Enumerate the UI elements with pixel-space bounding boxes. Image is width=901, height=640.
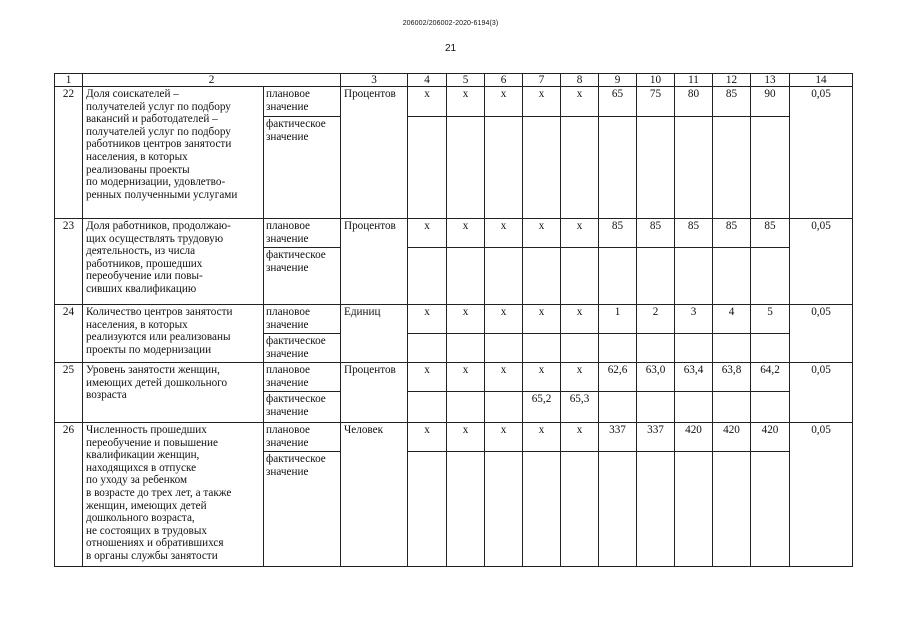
fact-value xyxy=(599,334,637,363)
indicators-table xyxy=(54,73,853,567)
fact-value xyxy=(751,392,790,423)
table-row xyxy=(55,305,853,334)
plan-label: плановое значение xyxy=(264,87,341,117)
plan-value: 75 xyxy=(637,87,675,117)
fact-value xyxy=(408,452,447,567)
table-row xyxy=(55,219,853,248)
plan-value: 65 xyxy=(599,87,637,117)
fact-value xyxy=(675,392,713,423)
weight: 0,05 xyxy=(790,423,853,567)
fact-value xyxy=(561,248,599,305)
plan-value: x xyxy=(561,363,599,392)
plan-value: 337 xyxy=(637,423,675,452)
fact-value xyxy=(599,452,637,567)
unit: Процентов xyxy=(341,219,408,305)
plan-value: 1 xyxy=(599,305,637,334)
plan-value: 337 xyxy=(599,423,637,452)
fact-value xyxy=(485,334,523,363)
plan-value: x xyxy=(561,87,599,117)
weight: 0,05 xyxy=(790,87,853,219)
fact-label: фактическое значение xyxy=(264,117,341,219)
fact-value xyxy=(523,248,561,305)
fact-value xyxy=(523,117,561,219)
plan-value: x xyxy=(523,305,561,334)
plan-value: 63,0 xyxy=(637,363,675,392)
fact-value xyxy=(637,248,675,305)
fact-value xyxy=(675,248,713,305)
plan-value: x xyxy=(485,305,523,334)
plan-label: плановое значение xyxy=(264,363,341,392)
indicator-name: Численность прошедших переобучение и повышение квалификации женщин, находящихся в отпуске по уходу за ребенком в возрасте до трех лет, а также женщин, имеющих детей дошкольного возраста, не состоящих в трудовых отношениях и обратившихся в органы службы занятости xyxy=(83,423,264,567)
row-number: 26 xyxy=(55,423,83,567)
plan-value: x xyxy=(447,87,485,117)
plan-value: x xyxy=(561,219,599,248)
fact-label: фактическое значение xyxy=(264,334,341,363)
fact-value xyxy=(599,117,637,219)
row-number: 24 xyxy=(55,305,83,363)
indicator-name: Доля работников, продолжаю- щих осуществлять трудовую деятельность, из числа работников, прошедших переобучение или повы- сивших квалификацию xyxy=(83,219,264,305)
plan-value: x xyxy=(523,423,561,452)
plan-value: 85 xyxy=(637,219,675,248)
plan-value: 5 xyxy=(751,305,790,334)
plan-value: x xyxy=(447,423,485,452)
plan-value: x xyxy=(485,363,523,392)
plan-value: 85 xyxy=(751,219,790,248)
plan-value: 62,6 xyxy=(599,363,637,392)
plan-value: 85 xyxy=(713,219,751,248)
column-header: 6 xyxy=(485,74,523,87)
plan-value: x xyxy=(523,219,561,248)
column-header: 5 xyxy=(447,74,485,87)
fact-value xyxy=(408,334,447,363)
plan-label: плановое значение xyxy=(264,423,341,452)
row-number: 23 xyxy=(55,219,83,305)
fact-value xyxy=(485,248,523,305)
fact-value xyxy=(599,248,637,305)
fact-value xyxy=(713,334,751,363)
fact-value xyxy=(561,334,599,363)
plan-value: x xyxy=(561,423,599,452)
fact-label: фактическое значение xyxy=(264,452,341,567)
plan-value: 63,8 xyxy=(713,363,751,392)
page-number: 21 xyxy=(444,43,457,54)
fact-value xyxy=(713,392,751,423)
indicator-name: Доля соискателей – получателей услуг по подбору вакансий и работодателей – получателей услуг по подбору работников центров занятости населения, в которых реализованы проекты по модернизации, удовлетво- ренных полученными услугами xyxy=(83,87,264,219)
fact-value xyxy=(751,334,790,363)
column-header: 14 xyxy=(790,74,853,87)
column-header: 4 xyxy=(408,74,447,87)
plan-value: 420 xyxy=(675,423,713,452)
plan-value: x xyxy=(485,219,523,248)
fact-value xyxy=(675,117,713,219)
fact-value xyxy=(751,452,790,567)
fact-value xyxy=(713,248,751,305)
fact-value xyxy=(637,117,675,219)
unit: Процентов xyxy=(341,363,408,423)
fact-value xyxy=(675,334,713,363)
fact-label: фактическое значение xyxy=(264,248,341,305)
column-header: 1 xyxy=(55,74,83,87)
fact-value xyxy=(447,452,485,567)
fact-value xyxy=(751,117,790,219)
plan-value: x xyxy=(408,423,447,452)
plan-value: 2 xyxy=(637,305,675,334)
plan-label: плановое значение xyxy=(264,219,341,248)
plan-value: x xyxy=(523,363,561,392)
table-row xyxy=(55,363,853,392)
plan-value: 420 xyxy=(751,423,790,452)
fact-label: фактическое значение xyxy=(264,392,341,423)
fact-value xyxy=(561,452,599,567)
fact-value xyxy=(447,334,485,363)
plan-value: x xyxy=(561,305,599,334)
column-header: 7 xyxy=(523,74,561,87)
plan-value: x xyxy=(447,305,485,334)
column-header: 11 xyxy=(675,74,713,87)
fact-value xyxy=(637,334,675,363)
row-number: 25 xyxy=(55,363,83,423)
column-header: 8 xyxy=(561,74,599,87)
plan-value: 85 xyxy=(675,219,713,248)
fact-value xyxy=(751,248,790,305)
plan-value: 420 xyxy=(713,423,751,452)
fact-value xyxy=(408,248,447,305)
column-header: 13 xyxy=(751,74,790,87)
fact-value xyxy=(523,334,561,363)
plan-value: x xyxy=(447,363,485,392)
unit: Человек xyxy=(341,423,408,567)
weight: 0,05 xyxy=(790,219,853,305)
fact-value xyxy=(408,392,447,423)
fact-value xyxy=(523,452,561,567)
fact-value xyxy=(447,248,485,305)
fact-value xyxy=(447,392,485,423)
plan-value: 90 xyxy=(751,87,790,117)
fact-value xyxy=(675,452,713,567)
fact-value: 65,2 xyxy=(523,392,561,423)
plan-value: 80 xyxy=(675,87,713,117)
column-header: 12 xyxy=(713,74,751,87)
fact-value xyxy=(485,117,523,219)
plan-value: 63,4 xyxy=(675,363,713,392)
fact-value xyxy=(561,117,599,219)
fact-value xyxy=(713,452,751,567)
weight: 0,05 xyxy=(790,363,853,423)
column-header: 10 xyxy=(637,74,675,87)
plan-value: 4 xyxy=(713,305,751,334)
indicator-name: Уровень занятости женщин, имеющих детей дошкольного возраста xyxy=(83,363,264,423)
plan-value: 85 xyxy=(599,219,637,248)
row-number: 22 xyxy=(55,87,83,219)
plan-value: 85 xyxy=(713,87,751,117)
indicator-name: Количество центров занятости населения, в которых реализуются или реализованы проекты по модернизации xyxy=(83,305,264,363)
plan-value: x xyxy=(485,87,523,117)
fact-value xyxy=(637,392,675,423)
weight: 0,05 xyxy=(790,305,853,363)
plan-label: плановое значение xyxy=(264,305,341,334)
column-header: 2 xyxy=(83,74,341,87)
table-row xyxy=(55,87,853,117)
fact-value xyxy=(637,452,675,567)
fact-value xyxy=(599,392,637,423)
plan-value: x xyxy=(447,219,485,248)
plan-value: x xyxy=(408,363,447,392)
header-row xyxy=(55,74,853,87)
plan-value: x xyxy=(485,423,523,452)
plan-value: 3 xyxy=(675,305,713,334)
plan-value: x xyxy=(408,219,447,248)
plan-value: x xyxy=(523,87,561,117)
column-header: 3 xyxy=(341,74,408,87)
table-row xyxy=(55,423,853,452)
plan-value: x xyxy=(408,305,447,334)
fact-value xyxy=(408,117,447,219)
fact-value xyxy=(485,392,523,423)
fact-value xyxy=(447,117,485,219)
unit: Единиц xyxy=(341,305,408,363)
column-header: 9 xyxy=(599,74,637,87)
document-id: 206002/206002-2020-6194(3) xyxy=(402,20,499,27)
unit: Процентов xyxy=(341,87,408,219)
fact-value xyxy=(485,452,523,567)
fact-value xyxy=(713,117,751,219)
plan-value: 64,2 xyxy=(751,363,790,392)
fact-value: 65,3 xyxy=(561,392,599,423)
plan-value: x xyxy=(408,87,447,117)
